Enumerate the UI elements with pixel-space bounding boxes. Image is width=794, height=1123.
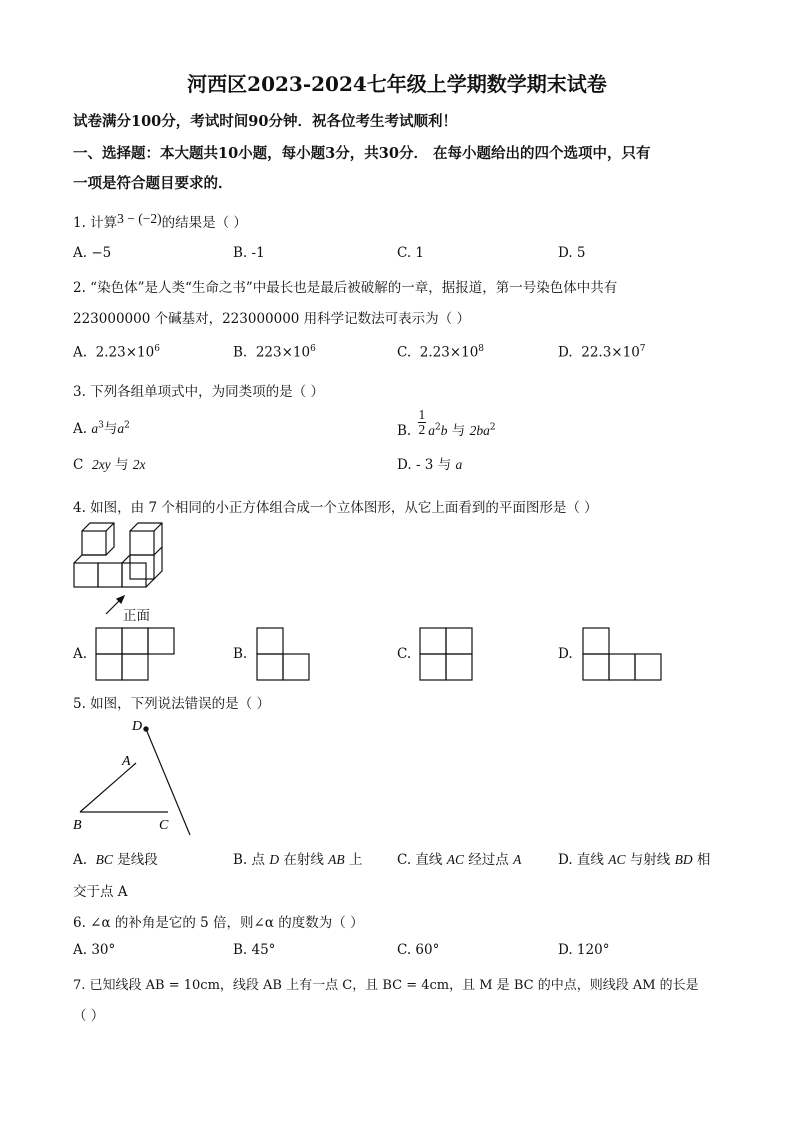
q3-option-d-term-2: a xyxy=(455,457,463,472)
q3-option-d-label: D. xyxy=(397,457,412,473)
q6-option-a[interactable]: A. 30° xyxy=(73,942,116,958)
q3-option-a-label: A. xyxy=(73,421,88,437)
q3-option-a-term-2: a xyxy=(117,421,125,436)
q5-option-c-label: C. xyxy=(397,852,412,868)
section-heading-line-1: 一、选择题：本大题共10小题，每小题3分，共30分． 在每小题给出的四个选项中，只有 xyxy=(73,145,651,162)
q2-option-a[interactable] xyxy=(73,344,160,361)
q4-option-d-label[interactable]: D. xyxy=(558,646,573,662)
q5-option-d-line: AC xyxy=(608,852,626,867)
q5-option-d-wrap: 交于点 A xyxy=(73,884,128,900)
q5-option-b-label: B. xyxy=(233,852,248,868)
q1-option-a[interactable]: A. −5 xyxy=(73,245,112,261)
q3-option-a-term-1: a xyxy=(91,421,99,436)
point-c-label: C xyxy=(159,818,169,833)
q1-suffix: 的结果是（ ） xyxy=(161,215,247,231)
q5-option-b-point: D xyxy=(269,852,280,867)
q3-option-a[interactable] xyxy=(73,417,130,437)
q1-expression: 3 − (−2) xyxy=(117,211,162,226)
q3-option-b-term-1b: b xyxy=(440,423,448,438)
q2-stem-line-1: 2. “染色体”是人类“生命之书”中最长也是最后被破解的一章，据报道，第一号染色体中共有 xyxy=(73,280,618,296)
exam-intro: 试卷满分100分，考试时间90分钟．祝各位考生考试顺利！ xyxy=(73,113,457,130)
q3-option-c-label: C xyxy=(73,457,84,473)
point-d-label: D xyxy=(132,719,143,734)
q5-option-d-text-1: 直线 xyxy=(572,852,609,868)
q2-option-b[interactable] xyxy=(233,344,316,361)
q2-option-d-label: D. xyxy=(558,344,573,361)
q5-option-a-segment: BC xyxy=(95,852,113,867)
q3-option-b-numerator: 1 xyxy=(418,407,426,422)
q4-option-a-label[interactable]: A. xyxy=(73,646,88,662)
q3-option-c[interactable] xyxy=(73,453,146,473)
q2-option-b-exponent: 6 xyxy=(310,344,316,354)
q3-option-b-term-2: 2ba xyxy=(469,423,490,438)
q3-stem: 3. 下列各组单项式中，为同类项的是（ ） xyxy=(73,384,324,400)
q4-option-b-label[interactable]: B. xyxy=(233,646,248,662)
q2-option-b-mantissa: 223×10 xyxy=(255,344,311,361)
point-a-label: A xyxy=(122,754,131,769)
q5-option-c-text-2: 经过点 xyxy=(464,852,514,868)
page-title: 河西区2023-2024七年级上学期数学期末试卷 xyxy=(187,72,607,96)
q5-option-b-text-1: 点 xyxy=(247,852,270,868)
q3-option-a-connector: 与 xyxy=(103,421,118,437)
q2-option-b-label: B. xyxy=(233,344,248,361)
q3-option-b[interactable] xyxy=(397,408,496,437)
q4-option-c-figure[interactable] xyxy=(419,627,475,681)
question-1 xyxy=(73,211,247,231)
q5-option-d[interactable] xyxy=(558,848,710,868)
q6-option-b[interactable]: B. 45° xyxy=(233,942,276,958)
q2-option-d[interactable] xyxy=(558,344,646,361)
q2-option-a-label: A. xyxy=(73,344,88,361)
q7-stem-line-2: （ ） xyxy=(73,1008,105,1024)
q5-option-d-text-2: 与射线 xyxy=(625,852,675,868)
q3-option-d-term-1: - 3 xyxy=(415,457,434,473)
q5-option-c-point: A xyxy=(513,852,522,867)
cube-figure xyxy=(72,520,172,590)
q7-stem-line-1: 7. 已知线段 AB = 10cm，线段 AB 上有一点 C，且 BC = 4cm，且 M 是 BC 的中点，则线段 AM 的长是 xyxy=(73,978,699,993)
q3-option-c-connector: 与 xyxy=(114,457,129,473)
q2-stem-line-2: 223000000 个碱基对，223000000 用科学记数法可表示为（ ） xyxy=(73,311,470,327)
triangle-figure xyxy=(70,715,200,840)
q5-option-b-ray: AB xyxy=(328,852,345,867)
q2-option-c-label: C. xyxy=(397,344,412,361)
q4-option-c-label[interactable]: C. xyxy=(397,646,412,662)
q4-option-b-figure[interactable] xyxy=(256,627,312,681)
q1-option-c[interactable]: C. 1 xyxy=(397,245,425,261)
q3-option-d-connector: 与 xyxy=(437,457,452,473)
q5-option-d-text-3: 相 xyxy=(692,852,711,868)
q3-option-b-term-1: a xyxy=(428,423,436,438)
point-b-label: B xyxy=(73,818,82,833)
q5-option-b-text-3: 上 xyxy=(344,852,363,868)
q3-option-b-exponent-2: 2 xyxy=(489,422,496,433)
q4-option-a-figure[interactable] xyxy=(95,627,177,681)
q3-option-b-exponent-1: 2 xyxy=(435,422,441,433)
q2-option-c[interactable] xyxy=(397,344,484,361)
q3-option-c-term-1: 2xy xyxy=(91,457,111,472)
q5-option-c[interactable] xyxy=(397,848,521,868)
q5-option-a-text: 是线段 xyxy=(112,852,158,868)
q4-stem: 4. 如图，由 7 个相同的小正方体组合成一个立体图形，从它上面看到的平面图形是（ ） xyxy=(73,500,598,516)
q3-option-b-fraction xyxy=(418,408,427,437)
q6-stem: 6. ∠α 的补角是它的 5 倍，则∠α 的度数为（ ） xyxy=(73,915,364,931)
q5-option-b[interactable] xyxy=(233,848,362,868)
q2-option-c-mantissa: 2.23×10 xyxy=(419,344,479,361)
front-label: 正面 xyxy=(123,608,150,624)
q2-option-c-exponent: 8 xyxy=(478,344,485,354)
q3-option-b-denominator: 2 xyxy=(418,422,426,437)
q6-option-d[interactable]: D. 120° xyxy=(558,942,610,958)
q5-option-c-text-1: 直线 xyxy=(411,852,447,868)
q3-option-a-exponent-2: 2 xyxy=(124,420,130,431)
q5-option-b-text-2: 在射线 xyxy=(279,852,329,868)
q3-option-b-connector: 与 xyxy=(451,423,466,439)
q1-prefix: 1. 计算 xyxy=(73,215,118,231)
q2-option-a-mantissa: 2.23×10 xyxy=(95,344,155,361)
q5-option-a[interactable] xyxy=(73,848,158,868)
q3-option-c-term-2: 2x xyxy=(132,457,146,472)
section-heading-line-2: 一项是符合题目要求的． xyxy=(73,175,233,192)
q2-option-d-mantissa: 22.3×10 xyxy=(581,344,640,361)
q5-option-c-line: AC xyxy=(446,852,464,867)
q5-option-d-ray: BD xyxy=(674,852,693,867)
q4-option-d-figure[interactable] xyxy=(582,627,664,681)
q5-stem: 5. 如图，下列说法错误的是（ ） xyxy=(73,696,270,712)
q1-option-d[interactable]: D. 5 xyxy=(558,245,586,261)
q3-option-d[interactable] xyxy=(397,453,462,473)
q6-option-c[interactable]: C. 60° xyxy=(397,942,440,958)
q2-option-d-exponent: 7 xyxy=(639,344,646,354)
q2-option-a-exponent: 6 xyxy=(154,344,160,354)
q5-option-a-label: A. xyxy=(73,852,88,868)
q3-option-a-exponent-1: 3 xyxy=(98,420,104,431)
q5-option-d-label: D. xyxy=(558,852,573,868)
q1-option-b[interactable]: B. -1 xyxy=(233,245,265,261)
q3-option-b-label: B. xyxy=(397,423,412,439)
